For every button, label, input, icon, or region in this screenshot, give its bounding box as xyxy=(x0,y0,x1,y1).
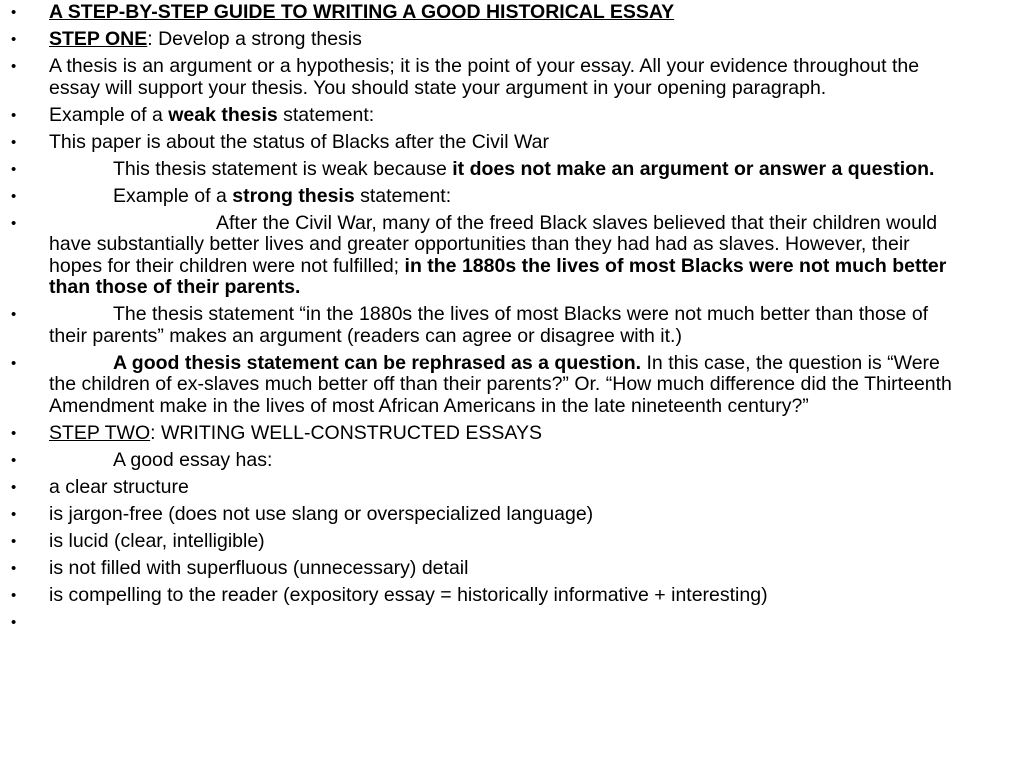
bullet-icon: • xyxy=(11,133,17,151)
bullet-icon: • xyxy=(11,214,17,232)
step-one-label: STEP ONE xyxy=(49,28,148,50)
bullet-item-strong-example xyxy=(0,186,1024,208)
bullet-item-strong-statement xyxy=(0,213,1024,299)
strong-statement-prefix: After the Civil War, many of the freed Black slaves believed that their children would have substantially better lives and greater opportunities than they had had as slaves. However, their hopes for their children were not fulfilled; xyxy=(49,211,938,277)
bullet-item-good-essay-intro xyxy=(0,450,1024,472)
lucid-text: is lucid (clear, intelligible) xyxy=(49,529,265,552)
bullet-item-weak-reason xyxy=(0,159,1024,181)
bullet-icon: • xyxy=(11,532,17,550)
step-one-text: : Develop a strong thesis xyxy=(147,28,362,50)
bullet-item-lucid xyxy=(0,531,1024,553)
bullet-item-no-superfluous xyxy=(0,558,1024,580)
bullet-icon: • xyxy=(11,31,17,48)
weak-thesis-term: weak thesis xyxy=(168,103,278,126)
bullet-item-thesis-definition xyxy=(0,56,1024,99)
guide-title: A STEP-BY-STEP GUIDE TO WRITING A GOOD HISTORICAL ESSAY xyxy=(49,1,675,23)
bullet-icon: • xyxy=(11,505,17,523)
bullet-icon: • xyxy=(11,58,17,75)
bullet-item-weak-example xyxy=(0,105,1024,127)
compelling-text: is compelling to the reader (expository essay = historically informative + interesting) xyxy=(49,583,768,606)
good-essay-intro-text: A good essay has: xyxy=(113,448,273,471)
weak-reason-bold: it does not make an argument or answer a question. xyxy=(452,157,935,180)
bullet-icon: • xyxy=(11,559,17,577)
bullet-item-step-one xyxy=(0,29,1024,51)
bullet-icon: • xyxy=(11,478,17,496)
strong-example-prefix: Example of a xyxy=(113,184,233,207)
bullet-item-argument-explanation xyxy=(0,304,1024,347)
bullet-icon: • xyxy=(11,451,17,469)
bullet-icon: • xyxy=(11,187,17,205)
weak-example-suffix: statement: xyxy=(277,103,375,126)
weak-example-prefix: Example of a xyxy=(49,103,169,126)
bullet-item-guide-title xyxy=(0,2,1024,24)
bullet-item-jargon-free xyxy=(0,504,1024,526)
bullet-item-compelling xyxy=(0,585,1024,607)
bullet-icon: • xyxy=(11,106,17,124)
argument-explanation-text: The thesis statement “in the 1880s the lives of most Blacks were not much better than those of their parents” makes an argument (readers can agree or disagree with it.) xyxy=(49,303,929,347)
bullet-icon: • xyxy=(11,586,17,604)
bullet-item-step-two xyxy=(0,423,1024,445)
bullet-icon: • xyxy=(11,160,17,178)
bullet-icon: • xyxy=(11,4,17,21)
bullet-item-question-rephrase xyxy=(0,353,1024,418)
bullet-item-weak-statement xyxy=(0,132,1024,154)
question-rephrase-bold: A good thesis statement can be rephrased as a question. xyxy=(113,351,642,374)
bullet-icon: • xyxy=(11,613,17,631)
strong-statement-bold: in the 1880s the lives of most Blacks were not much better than those of their parents. xyxy=(49,254,947,298)
bullet-icon: • xyxy=(11,306,17,323)
strong-example-suffix: statement: xyxy=(354,184,452,207)
bullet-item-clear-structure xyxy=(0,477,1024,499)
thesis-definition-text: A thesis is an argument or a hypothesis; it is the point of your essay. All your evidence throughout the essay will support your thesis. You should state your argument in your opening paragraph. xyxy=(49,55,920,99)
bullet-icon: • xyxy=(11,354,17,372)
question-rephrase-text: In this case, the question is “Were the children of ex-slaves much better off than their parents?” Or. “How much difference did the Thirteenth Amendment make in the lives of most African Americans in the late nineteenth century?” xyxy=(49,351,952,417)
weak-reason-prefix: This thesis statement is weak because xyxy=(113,157,453,180)
weak-statement-text: This paper is about the status of Blacks after the Civil War xyxy=(49,130,549,153)
bullet-icon: • xyxy=(11,424,17,442)
bullet-list xyxy=(0,1,1024,631)
strong-thesis-term: strong thesis xyxy=(232,184,355,207)
clear-structure-text: a clear structure xyxy=(49,475,189,498)
no-superfluous-text: is not filled with superfluous (unnecessary) detail xyxy=(49,556,469,579)
step-two-text: : WRITING WELL-CONSTRUCTED ESSAYS xyxy=(150,421,542,444)
jargon-free-text: is jargon-free (does not use slang or overspecialized language) xyxy=(49,502,594,525)
slide xyxy=(0,2,1024,768)
step-two-label: STEP TWO xyxy=(49,421,151,444)
